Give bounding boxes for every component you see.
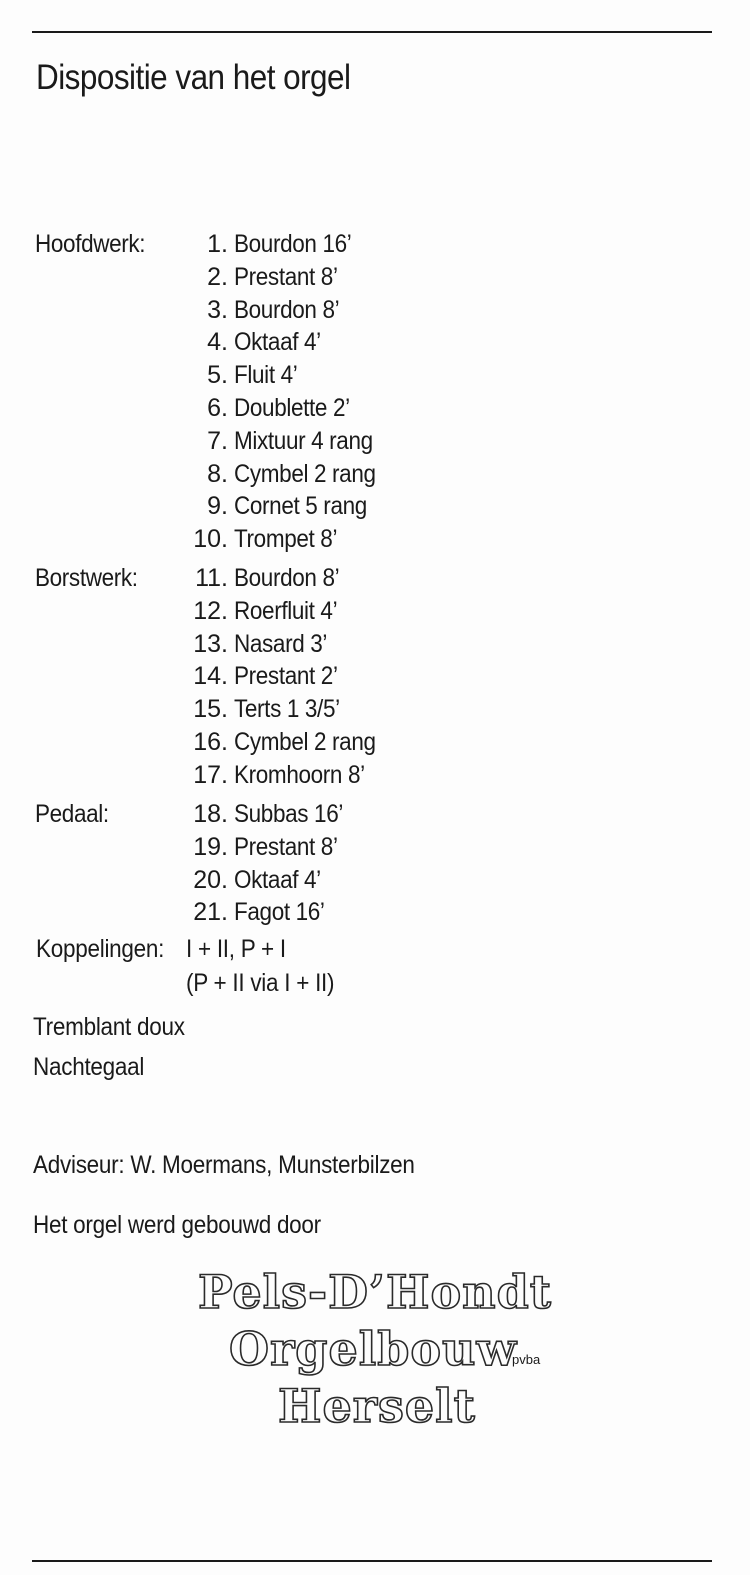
stop-row: [0, 523, 750, 556]
stop-name: Mixtuur 4 rang: [234, 426, 373, 455]
stop-row: [0, 228, 750, 261]
stop-row: [0, 294, 750, 327]
stop-row: [0, 458, 750, 491]
couplings-line-1: I + II, P + I: [186, 935, 286, 963]
logo-line-3: Herselt: [278, 1379, 476, 1433]
stop-row: [0, 693, 750, 726]
couplings-label: Koppelingen:: [36, 935, 165, 963]
stop-name: Bourdon 8’: [234, 564, 340, 592]
stop-number: 2.: [207, 262, 228, 291]
logo-line-1: Pels-D’Hondt: [198, 1265, 552, 1319]
logo-suffix: pvba: [512, 1352, 541, 1367]
stop-number: 18.: [193, 800, 228, 828]
page-title: Dispositie van het orgel: [36, 58, 351, 97]
stop-name: Kromhoorn 8’: [234, 760, 365, 789]
stop-name: Oktaaf 4’: [234, 865, 321, 894]
couplings-line-2: (P + II via I + II): [186, 969, 335, 997]
bottom-divider: [32, 1560, 712, 1562]
stop-number: 16.: [193, 728, 228, 756]
stop-row: [0, 726, 750, 759]
stop-name: Terts 1 3/5’: [234, 695, 340, 724]
extra-nachtegaal: Nachtegaal: [33, 1053, 145, 1081]
stop-number: 8.: [207, 459, 228, 488]
stop-name: Doublette 2’: [234, 394, 350, 422]
stop-row: [0, 798, 750, 831]
stop-number: 19.: [193, 832, 228, 861]
stop-row: [0, 896, 750, 929]
stop-number: 21.: [193, 898, 228, 927]
stop-row: [0, 490, 750, 523]
stop-row: [0, 562, 750, 595]
stop-number: 14.: [193, 662, 228, 691]
stop-name: Fagot 16’: [234, 898, 325, 927]
stop-row: [0, 660, 750, 693]
stop-number: 3.: [207, 295, 228, 324]
stop-name: Roerfluit 4’: [234, 596, 338, 625]
stop-row: [0, 326, 750, 359]
stop-number: 5.: [207, 361, 228, 390]
stop-number: 1.: [207, 230, 228, 258]
stop-row: [0, 595, 750, 628]
stop-number: 7.: [207, 426, 228, 455]
logo-line-2: Orgelbouw: [229, 1322, 518, 1376]
top-divider: [32, 31, 712, 33]
stop-row: [0, 392, 750, 425]
stop-name: Prestant 2’: [234, 662, 338, 691]
stop-number: 11.: [195, 564, 228, 592]
stop-name: Cymbel 2 rang: [234, 728, 376, 756]
stop-name: Oktaaf 4’: [234, 328, 321, 357]
stop-name: Prestant 8’: [234, 832, 338, 861]
section-label: Borstwerk:: [35, 564, 138, 592]
stop-row: [0, 425, 750, 458]
stop-number: 10.: [193, 525, 228, 554]
stop-name: Cymbel 2 rang: [234, 459, 376, 488]
advisor-line: Adviseur: W. Moermans, Munsterbilzen: [33, 1151, 415, 1179]
stop-row: [0, 831, 750, 864]
stop-number: 6.: [207, 394, 228, 422]
stop-number: 20.: [193, 865, 228, 894]
extra-tremblant: Tremblant doux: [33, 1013, 185, 1041]
stop-name: Subbas 16’: [234, 800, 343, 828]
section-label: Hoofdwerk:: [35, 230, 146, 258]
stop-name: Cornet 5 rang: [234, 492, 367, 521]
stop-row: [0, 759, 750, 792]
stop-number: 17.: [193, 760, 228, 789]
stop-name: Fluit 4’: [234, 361, 298, 390]
stop-name: Prestant 8’: [234, 262, 338, 291]
stop-row: [0, 359, 750, 392]
stop-name: Bourdon 16’: [234, 230, 352, 258]
stop-number: 4.: [207, 328, 228, 357]
stop-row: [0, 628, 750, 661]
stop-number: 9.: [207, 492, 228, 521]
stop-row: [0, 261, 750, 294]
section-label: Pedaal:: [35, 800, 109, 828]
builder-intro: Het orgel werd gebouwd door: [33, 1211, 321, 1239]
stop-row: [0, 864, 750, 897]
stop-name: Trompet 8’: [234, 525, 338, 554]
stop-name: Nasard 3’: [234, 629, 328, 658]
stop-number: 15.: [193, 695, 228, 724]
stop-number: 13.: [193, 629, 228, 658]
stop-name: Bourdon 8’: [234, 295, 340, 324]
stop-number: 12.: [193, 596, 228, 625]
